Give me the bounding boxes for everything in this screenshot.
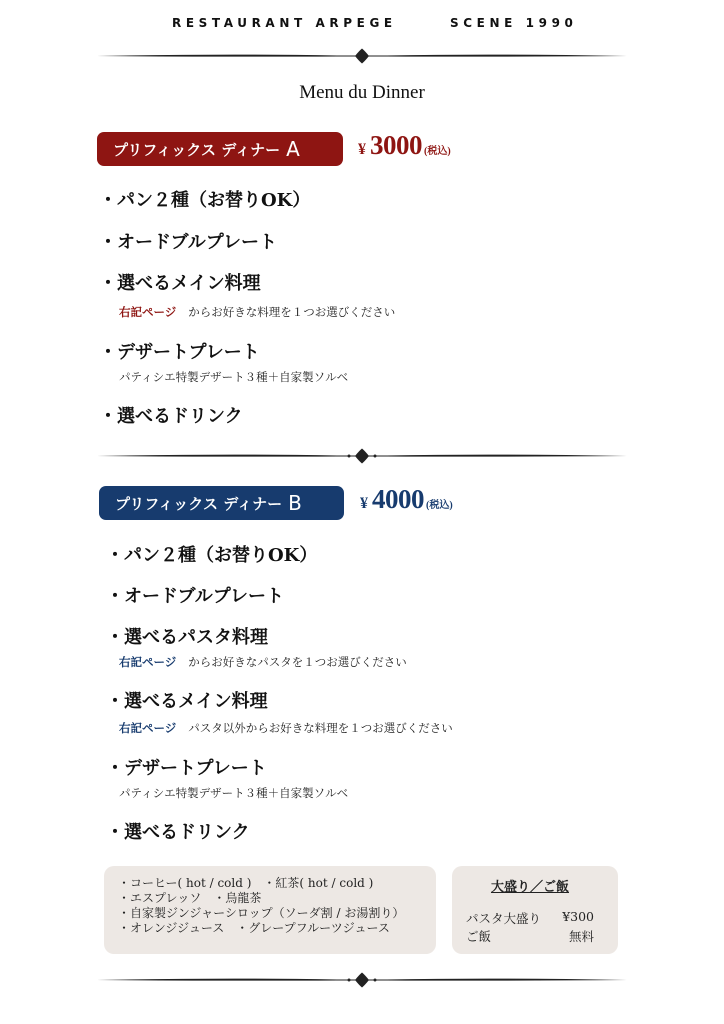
extras-value: ¥300 xyxy=(562,909,594,924)
dinner-a-letter: A xyxy=(286,137,300,161)
fleur-de-lis-icon xyxy=(355,49,369,64)
price-amount: 3000 xyxy=(370,130,422,160)
item-note xyxy=(119,720,453,736)
note-text: パスタ以外からお好きな料理を１つお選びください xyxy=(188,721,453,735)
item-note xyxy=(119,654,407,670)
tax-label: (税込) xyxy=(426,500,453,511)
menu-item: ・選べるドリンク xyxy=(99,406,243,427)
item-note: パティシエ特製デザート３種＋自家製ソルベ xyxy=(119,786,349,800)
dinner-a-price xyxy=(358,130,451,161)
scene-label: SCENE 1990 xyxy=(450,16,578,30)
item-note: パティシエ特製デザート３種＋自家製ソルベ xyxy=(119,370,349,384)
dinner-a-label-text: プリフィックス ディナー xyxy=(113,140,281,159)
dinner-a-label xyxy=(97,132,343,166)
page-reference: 右記ページ xyxy=(119,721,177,735)
menu-item: ・選べるメイン料理 xyxy=(99,273,261,294)
dinner-b-letter: B xyxy=(288,491,302,515)
menu-item: ・オードブルプレート xyxy=(106,586,285,607)
dinner-b-label-text: プリフィックス ディナー xyxy=(115,494,283,513)
extras-box xyxy=(452,866,618,954)
menu-item: ・デザートプレート xyxy=(106,758,267,779)
divider-bottom xyxy=(97,972,627,988)
restaurant-name: RESTAURANT ARPEGE xyxy=(172,16,397,30)
item-note xyxy=(119,304,395,320)
note-text: からお好きな料理を１つお選びください xyxy=(188,305,396,319)
drink-line: ・エスプレッソ ・烏龍茶 xyxy=(118,891,262,905)
drink-line: ・自家製ジンジャーシロップ（ソーダ割 / お湯割り） xyxy=(118,906,405,920)
extras-label: パスタ大盛り xyxy=(466,911,542,926)
menu-item: ・デザートプレート xyxy=(99,342,260,363)
extras-row xyxy=(466,927,594,945)
menu-item: ・選べるメイン料理 xyxy=(106,691,268,712)
divider-top xyxy=(97,48,627,64)
menu-item: ・パン２種（お替りOK） xyxy=(99,190,311,211)
menu-item: ・オードブルプレート xyxy=(99,232,278,253)
drink-line: ・オレンジジュース ・グレープフルーツジュース xyxy=(118,921,390,935)
drink-options-box xyxy=(104,866,436,954)
tax-label: (税込) xyxy=(424,146,451,157)
dinner-b-price xyxy=(360,484,453,515)
note-text: からお好きなパスタを１つお選びください xyxy=(188,655,407,669)
menu-title: Menu du Dinner xyxy=(299,82,425,103)
menu-item: ・選べるパスタ料理 xyxy=(106,627,268,648)
page-reference: 右記ページ xyxy=(119,655,177,669)
yen-symbol: ¥ xyxy=(358,141,366,158)
price-amount: 4000 xyxy=(372,484,424,514)
dinner-b-label xyxy=(99,486,344,520)
extras-row xyxy=(466,909,594,927)
extras-value: 無料 xyxy=(568,929,594,944)
extras-title: 大盛り／ご飯 xyxy=(490,880,569,895)
menu-item: ・選べるドリンク xyxy=(106,822,250,843)
page-reference: 右記ページ xyxy=(119,305,177,319)
yen-symbol: ¥ xyxy=(360,495,368,512)
divider-middle xyxy=(97,448,627,464)
extras-label: ご飯 xyxy=(466,929,492,944)
menu-item: ・パン２種（お替りOK） xyxy=(106,545,318,566)
drink-line: ・コーヒー( hot / cold ) ・紅茶( hot / cold ) xyxy=(118,876,374,890)
